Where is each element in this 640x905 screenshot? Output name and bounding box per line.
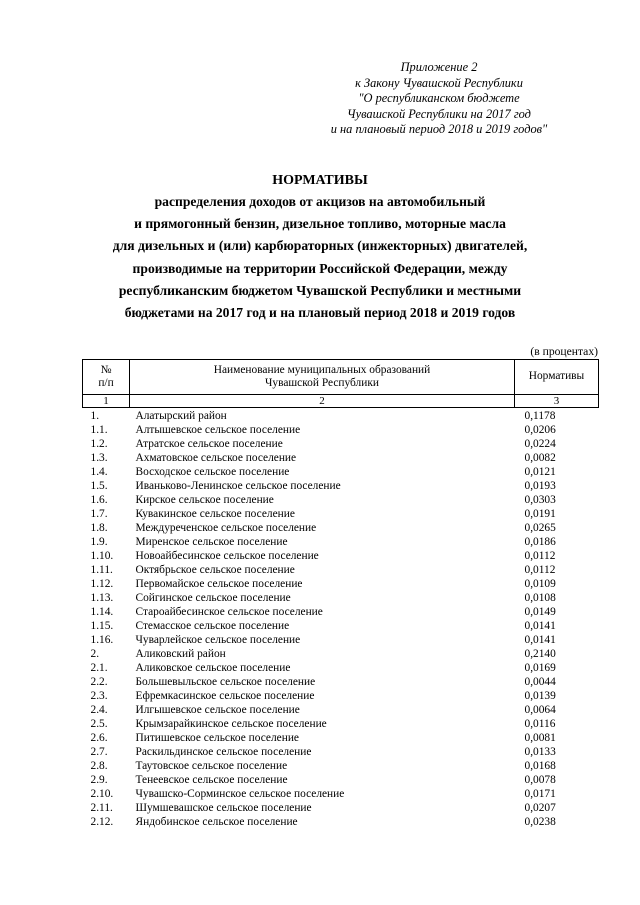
table-row bbox=[83, 493, 599, 507]
row-name: Иваньково-Ленинское сельское поселение bbox=[135, 480, 341, 492]
header-number-line2: п/п bbox=[98, 377, 114, 389]
table-row bbox=[83, 535, 599, 549]
table-row bbox=[83, 773, 599, 787]
table-row bbox=[83, 717, 599, 731]
table-row bbox=[83, 437, 599, 451]
row-number: 2.4. bbox=[90, 704, 108, 716]
table-header bbox=[83, 360, 599, 408]
row-number: 1.5. bbox=[90, 480, 108, 492]
table-row bbox=[83, 549, 599, 563]
row-number: 2.5. bbox=[90, 718, 108, 730]
row-value: 0,0108 bbox=[524, 592, 556, 604]
row-value: 0,0186 bbox=[524, 536, 556, 548]
row-number: 2. bbox=[90, 648, 100, 660]
header-number bbox=[83, 360, 130, 395]
row-name: Большевыльское сельское поселение bbox=[135, 676, 316, 688]
units-label: (в процентах) bbox=[530, 345, 598, 358]
table-row bbox=[83, 689, 599, 703]
subtitle-line: производимые на территории Российской Федерации, между bbox=[132, 260, 508, 276]
row-name: Ефремкасинское сельское поселение bbox=[135, 690, 315, 702]
table-row bbox=[83, 703, 599, 717]
table-row bbox=[83, 521, 599, 535]
row-number: 1.3. bbox=[90, 452, 108, 464]
row-number: 1.15. bbox=[90, 620, 114, 632]
table-row bbox=[83, 591, 599, 605]
row-number: 2.11. bbox=[90, 802, 113, 814]
row-value: 0,0082 bbox=[524, 452, 556, 464]
header-normative: Нормативы bbox=[515, 360, 599, 395]
appendix-line: к Закону Чувашской Республики bbox=[355, 75, 523, 90]
row-name: Яндобинское сельское поселение bbox=[135, 816, 298, 828]
row-name: Питишевское сельское поселение bbox=[135, 732, 299, 744]
row-value: 0,0109 bbox=[524, 578, 556, 590]
row-number: 1.10. bbox=[90, 550, 114, 562]
row-name: Шумшевашское сельское поселение bbox=[135, 802, 312, 814]
row-name: Алтышевское сельское поселение bbox=[135, 424, 301, 436]
row-number: 1.13. bbox=[90, 592, 114, 604]
column-number: 3 bbox=[515, 395, 599, 408]
row-value: 0,0064 bbox=[524, 704, 556, 716]
row-value: 0,0139 bbox=[524, 690, 556, 702]
row-name: Чуварлейское сельское поселение bbox=[135, 634, 301, 646]
appendix-line: Чувашской Республики на 2017 год bbox=[347, 106, 531, 121]
row-value: 0,0116 bbox=[524, 718, 556, 730]
normatives-table bbox=[82, 359, 599, 829]
subtitle-line: и прямогонный бензин, дизельное топливо, моторные масла bbox=[134, 216, 506, 232]
appendix-line: и на плановый период 2018 и 2019 годов" bbox=[330, 122, 548, 137]
row-name: Раскильдинское сельское поселение bbox=[135, 746, 312, 758]
row-number: 1.12. bbox=[90, 578, 114, 590]
row-name: Стемасское сельское поселение bbox=[135, 620, 290, 632]
row-value: 0,0149 bbox=[524, 606, 556, 618]
table-row bbox=[83, 633, 599, 647]
row-value: 0,0169 bbox=[524, 662, 556, 674]
row-number: 2.6. bbox=[90, 732, 108, 744]
row-name: Первомайское сельское поселение bbox=[135, 578, 303, 590]
column-number-row bbox=[83, 395, 599, 408]
row-value: 0,0207 bbox=[524, 802, 556, 814]
subtitle-line: бюджетами на 2017 год и на плановый период 2018 и 2019 годов bbox=[124, 305, 516, 321]
row-value: 0,0224 bbox=[524, 438, 556, 450]
row-name: Кувакинское сельское поселение bbox=[135, 508, 295, 520]
row-number: 1. bbox=[90, 410, 100, 422]
table-row bbox=[83, 745, 599, 759]
table-row bbox=[83, 759, 599, 773]
header-number-line1: № bbox=[100, 363, 112, 376]
row-name: Алатырский район bbox=[135, 410, 227, 422]
table-row bbox=[83, 479, 599, 493]
header-name-line2: Чувашской Республики bbox=[265, 377, 379, 389]
row-name: Атратское сельское поселение bbox=[135, 438, 283, 450]
row-value: 0,2140 bbox=[524, 648, 556, 660]
row-name: Чувашско-Сорминское сельское поселение bbox=[135, 788, 345, 800]
row-number: 2.12. bbox=[90, 816, 114, 828]
table-row bbox=[83, 408, 599, 424]
row-number: 2.1. bbox=[90, 662, 108, 674]
row-value: 0,1178 bbox=[524, 410, 556, 422]
row-name: Аликовский район bbox=[135, 648, 226, 660]
document-title: НОРМАТИВЫ bbox=[272, 173, 368, 188]
row-number: 1.14. bbox=[90, 606, 114, 618]
table-row bbox=[83, 577, 599, 591]
header-name-line1: Наименование муниципальных образований bbox=[213, 363, 431, 376]
row-value: 0,0112 bbox=[524, 550, 556, 562]
row-number: 1.4. bbox=[90, 466, 108, 478]
table-row bbox=[83, 647, 599, 661]
row-value: 0,0193 bbox=[524, 480, 556, 492]
row-number: 2.8. bbox=[90, 760, 108, 772]
table-row bbox=[83, 423, 599, 437]
table-row bbox=[83, 465, 599, 479]
table-row bbox=[83, 815, 599, 829]
row-name: Крымзарайкинское сельское поселение bbox=[135, 718, 327, 730]
subtitle-line: для дизельных и (или) карбюраторных (инжекторных) двигателей, bbox=[112, 238, 528, 254]
header-name bbox=[130, 360, 515, 395]
table-row bbox=[83, 731, 599, 745]
table-row bbox=[83, 605, 599, 619]
row-value: 0,0168 bbox=[524, 760, 556, 772]
table-row bbox=[83, 675, 599, 689]
table-row bbox=[83, 787, 599, 801]
row-number: 1.7. bbox=[90, 508, 108, 520]
row-name: Междуреченское сельское поселение bbox=[135, 522, 317, 534]
row-name: Кирское сельское поселение bbox=[135, 494, 274, 506]
row-name: Ахматовское сельское поселение bbox=[135, 452, 297, 464]
row-value: 0,0133 bbox=[524, 746, 556, 758]
row-name: Таутовское сельское поселение bbox=[135, 760, 288, 772]
table-row bbox=[83, 661, 599, 675]
row-number: 1.2. bbox=[90, 438, 108, 450]
row-name: Восходское сельское поселение bbox=[135, 466, 290, 478]
row-value: 0,0171 bbox=[524, 788, 556, 800]
row-number: 2.10. bbox=[90, 788, 114, 800]
row-name: Миренское сельское поселение bbox=[135, 536, 288, 548]
row-name: Октябрьское сельское поселение bbox=[135, 564, 295, 576]
row-value: 0,0121 bbox=[524, 466, 556, 478]
row-name: Новоайбесинское сельское поселение bbox=[135, 550, 319, 562]
row-number: 1.8. bbox=[90, 522, 108, 534]
row-number: 1.9. bbox=[90, 536, 108, 548]
row-value: 0,0081 bbox=[524, 732, 556, 744]
table-row bbox=[83, 619, 599, 633]
appendix-note bbox=[300, 60, 578, 138]
row-value: 0,0141 bbox=[524, 620, 556, 632]
appendix-line: "О республиканском бюджете bbox=[358, 91, 520, 106]
row-number: 1.1. bbox=[90, 424, 108, 436]
row-value: 0,0078 bbox=[524, 774, 556, 786]
subtitle-line: распределения доходов от акцизов на автомобильный bbox=[154, 194, 486, 209]
row-value: 0,0265 bbox=[524, 522, 556, 534]
header-row bbox=[83, 360, 599, 395]
row-value: 0,0206 bbox=[524, 424, 556, 436]
row-name: Аликовское сельское поселение bbox=[135, 662, 291, 674]
row-number: 1.16. bbox=[90, 634, 114, 646]
column-number: 2 bbox=[130, 395, 515, 408]
appendix-line: Приложение 2 bbox=[400, 60, 478, 74]
row-value: 0,0141 bbox=[524, 634, 556, 646]
row-number: 2.7. bbox=[90, 746, 108, 758]
table-body bbox=[83, 408, 599, 830]
row-name: Тенеевское сельское поселение bbox=[135, 774, 288, 786]
subtitle-line: республиканским бюджетом Чувашской Республики и местными bbox=[118, 282, 522, 298]
document-subtitle bbox=[0, 191, 640, 324]
table-row bbox=[83, 801, 599, 815]
table-row bbox=[83, 507, 599, 521]
column-number: 1 bbox=[83, 395, 130, 408]
row-name: Староайбесинское сельское поселение bbox=[135, 606, 323, 618]
row-value: 0,0303 bbox=[524, 494, 556, 506]
row-number: 1.11. bbox=[90, 564, 113, 576]
row-value: 0,0238 bbox=[524, 816, 556, 828]
row-name: Илгышевское сельское поселение bbox=[135, 704, 300, 716]
row-number: 2.9. bbox=[90, 774, 108, 786]
table-row bbox=[83, 451, 599, 465]
row-value: 0,0044 bbox=[524, 676, 556, 688]
table-row bbox=[83, 563, 599, 577]
row-number: 1.6. bbox=[90, 494, 108, 506]
row-name: Сойгинское сельское поселение bbox=[135, 592, 291, 604]
row-number: 2.2. bbox=[90, 676, 108, 688]
row-value: 0,0191 bbox=[524, 508, 556, 520]
row-value: 0,0112 bbox=[524, 564, 556, 576]
row-number: 2.3. bbox=[90, 690, 108, 702]
